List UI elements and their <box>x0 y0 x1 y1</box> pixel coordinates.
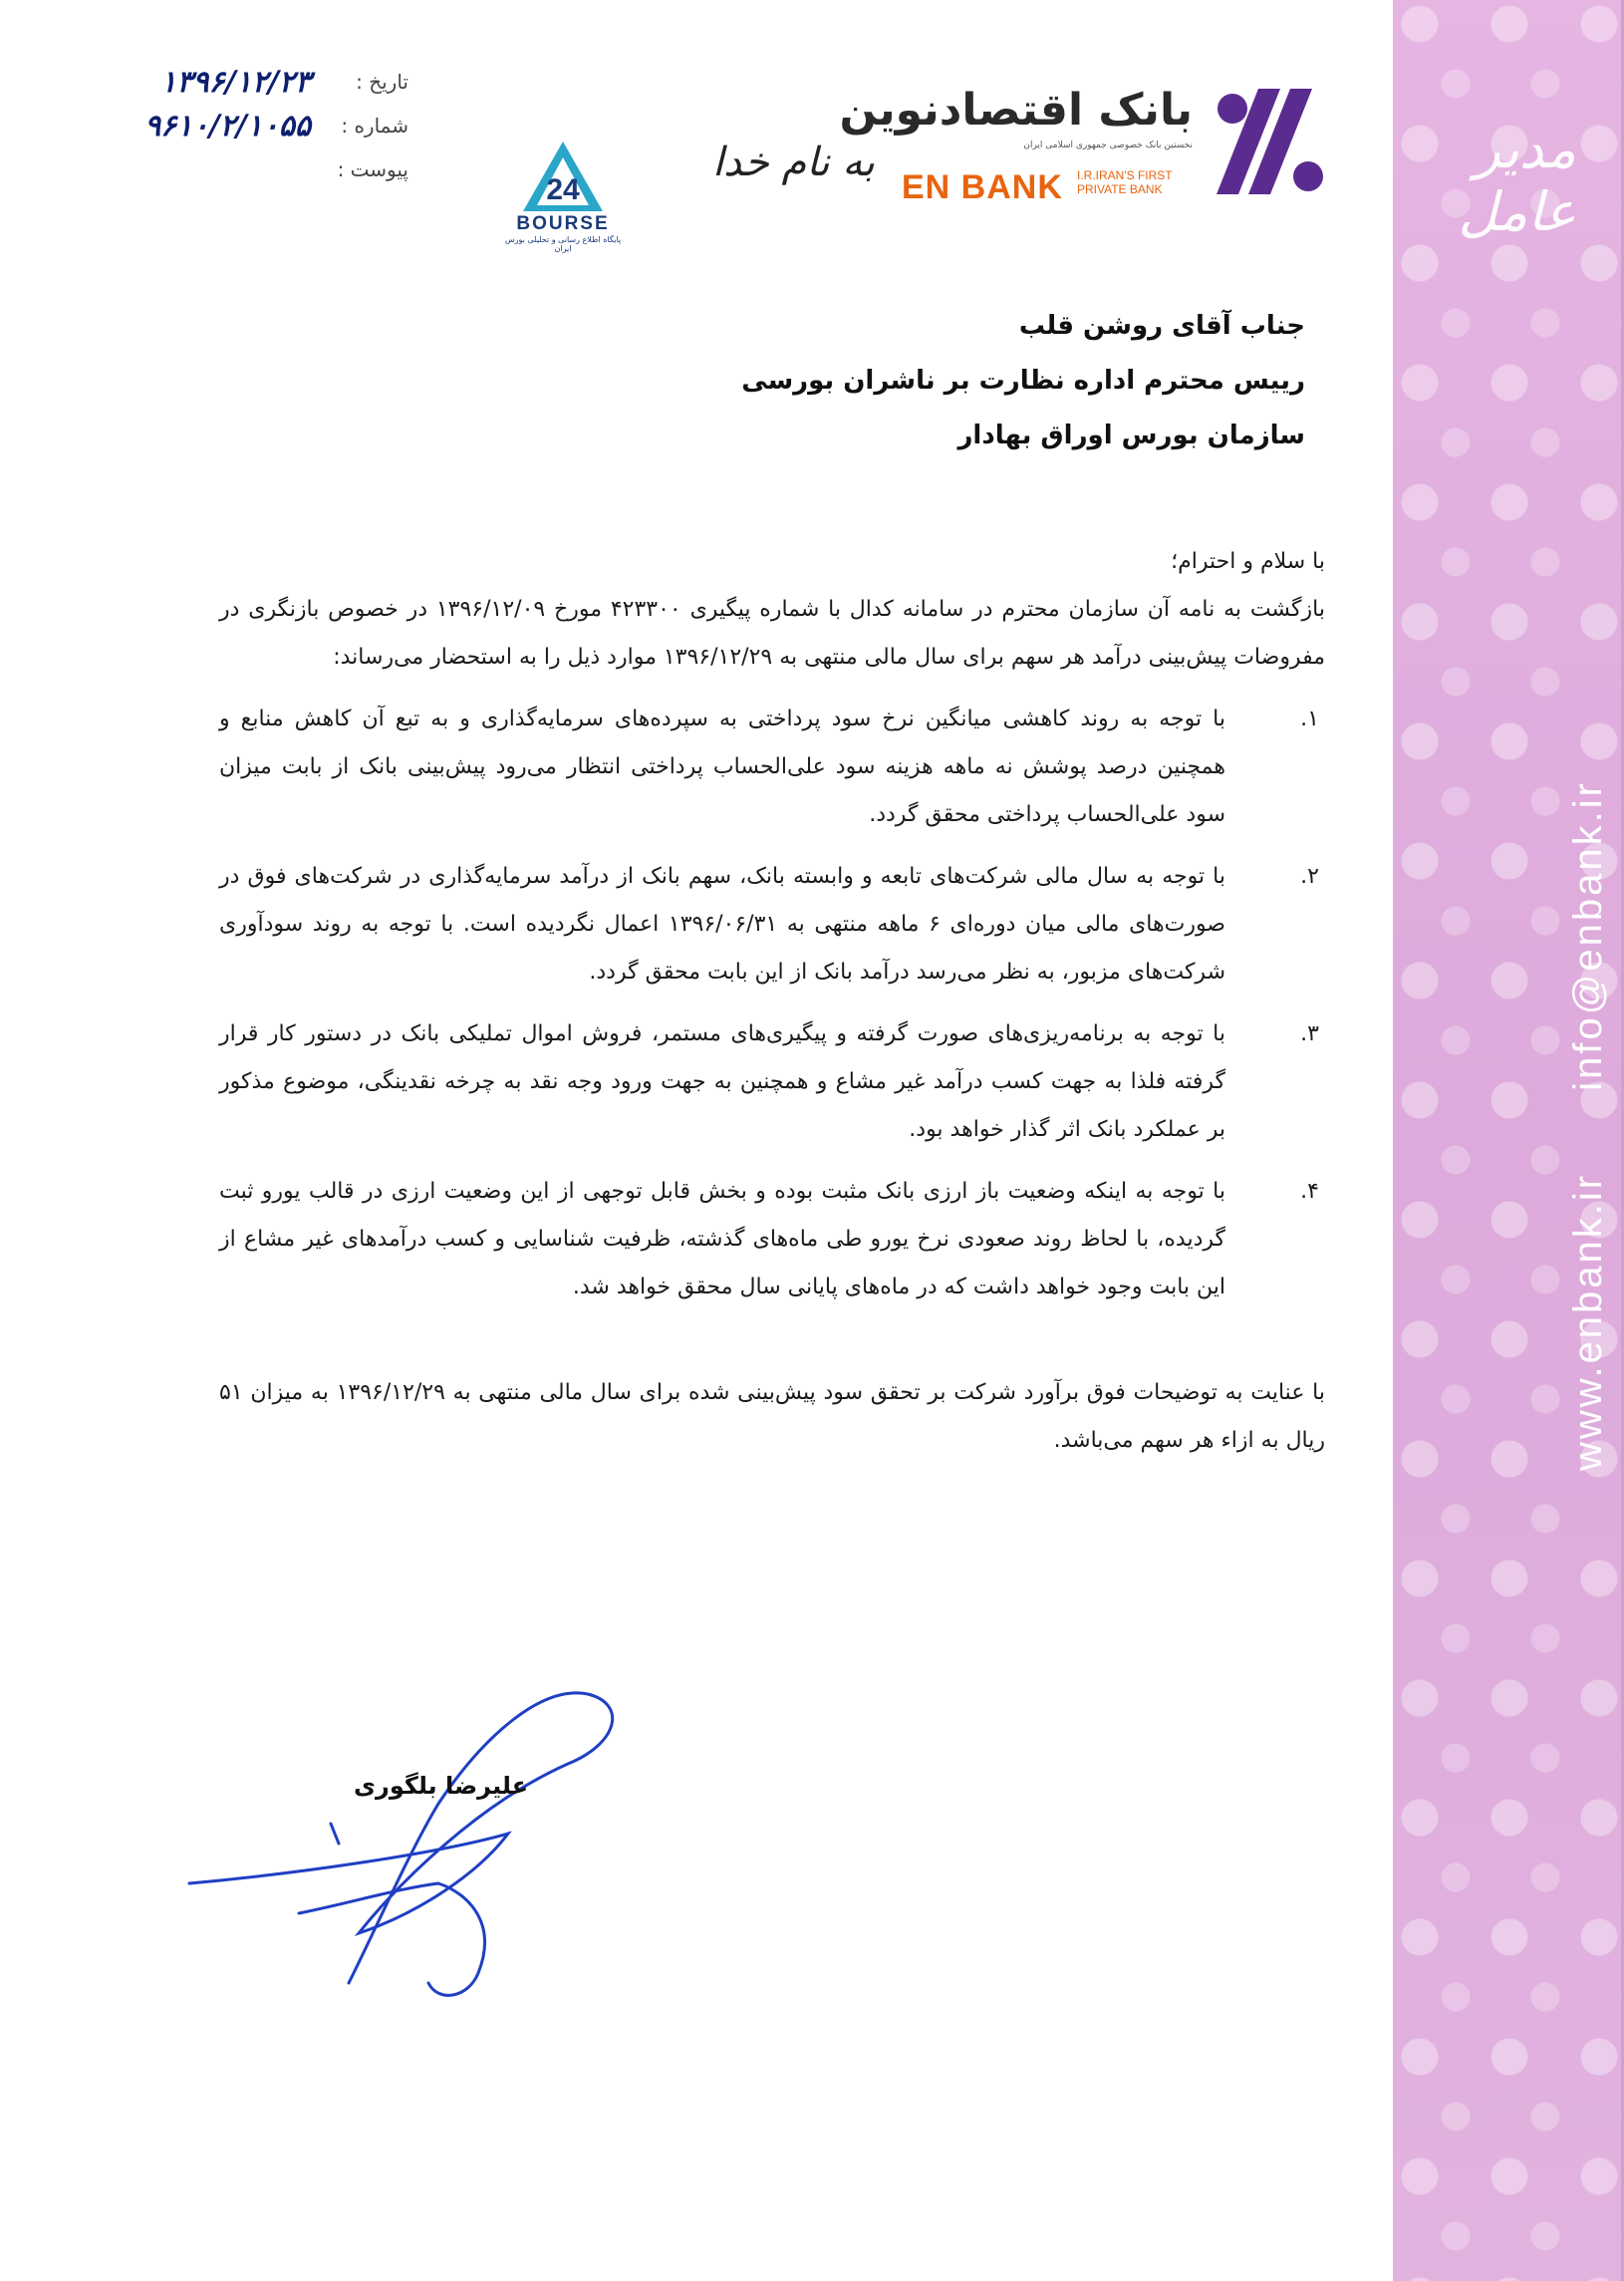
intro-paragraph: بازگشت به نامه آن سازمان محترم در سامانه کدال با شماره پیگیری ۴۲۳۳۰۰ مورخ ۱۳۹۶/۱۲/۰۹ در خصوص بازنگری در مفروضات پیش‌بینی درآمد هر سهم برای سال مالی منتهی به ۱۳۹۶/۱۲/۲۹ موارد ذیل را به استحضار می‌رساند: <box>219 597 1325 670</box>
addressee-title: رییس محترم اداره نظارت بر ناشران بورسی <box>741 366 1305 396</box>
letter-body <box>219 538 1325 1465</box>
signer-name: علیرضا بلگوری <box>354 1772 529 1800</box>
side-contact-text <box>1566 747 1611 1505</box>
number-row <box>100 104 408 147</box>
bourse-triangle-icon <box>521 140 605 213</box>
list-item <box>219 853 1325 997</box>
attachment-label: پیوست : <box>337 157 408 181</box>
bank-tagline-en <box>1077 168 1173 196</box>
salutation: با سلام و احترام؛ <box>1171 549 1325 574</box>
numbered-list <box>219 696 1325 1311</box>
side-website: www.enbank.ir <box>1566 1172 1610 1471</box>
addressee-name: جناب آقای روشن قلب <box>1018 311 1305 341</box>
date-label: تاریخ : <box>356 70 408 94</box>
list-item-text: با توجه به اینکه وضعیت باز ارزی بانک مثبت بوده و بخش قابل توجهی از این وضعیت ارزی در قالب یورو ثبت گردیده، با لحاظ روند صعودی نرخ یورو طی ماه‌های گذشته، ظرفیت شناسایی و کسب درآمدهای غیر مشاع از این بابت وجود خواهد داشت که در ماه‌های پایانی سال محقق خواهد شد. <box>219 1179 1225 1299</box>
list-item <box>219 696 1325 839</box>
closing-paragraph: با عنایت به توضیحات فوق برآورد شرکت بر تحقق سود پیش‌بینی شده برای سال مالی منتهی به ۱۳۹۶/۱۲/۲۹ به میزان ۵۱ ریال به ازاء هر سهم می‌باشد. <box>219 1380 1325 1453</box>
addressee-organization: سازمان بورس اوراق بهادار <box>957 421 1305 450</box>
date-row <box>100 60 408 104</box>
bank-name-fa: بانک اقتصادنوین <box>839 85 1193 136</box>
list-item-text: با توجه به برنامه‌ریزی‌های صورت گرفته و پیگیری‌های مستمر، فروش اموال تملیکی بانک در دستور کار قرار گرفته فلذا به جهت کسب درآمد غیر مشاع و همچنین به جهت ورود وجه نقد به چرخه نقدینگی، موضوع مذکور بر عملکرد بانک اثر گذار خواهد بود. <box>219 1021 1225 1142</box>
list-item <box>219 1010 1325 1154</box>
attachment-row <box>100 147 408 191</box>
date-value: ۱۳۹۶/۱۲/۲۳ <box>160 64 311 100</box>
side-title: مدیر عامل <box>1458 118 1576 243</box>
enbank-logo <box>839 85 1330 209</box>
list-item-number: ۳. <box>1300 1021 1319 1046</box>
addressee-block <box>408 299 1305 463</box>
svg-text:24: 24 <box>546 173 580 206</box>
list-item-number: ۴. <box>1300 1179 1319 1204</box>
number-value: ۹۶۱۰/۲/۱۰۵۵ <box>144 108 311 143</box>
side-email: info@enbank.ir <box>1566 780 1610 1091</box>
bank-subtitle-fa: نخستین بانک خصوصی جمهوری اسلامی ایران <box>1023 141 1193 150</box>
bank-name-en: EN BANK <box>902 168 1063 206</box>
list-item-number: ۲. <box>1300 864 1319 889</box>
letter-meta <box>100 60 408 191</box>
bank-tagline-line-1: I.R.IRAN'S FIRST <box>1077 168 1173 182</box>
number-label: شماره : <box>341 114 408 138</box>
enbank-mark-icon <box>1211 85 1330 199</box>
bank-tagline-line-2: PRIVATE BANK <box>1077 182 1163 196</box>
list-item-text: با توجه به سال مالی شرکت‌های تابعه و وابسته بانک، سهم بانک از درآمد سرمایه‌گذاری در شرکت‌های فوق در صورت‌های مالی میان دوره‌ای ۶ ماهه منتهی به ۱۳۹۶/۰۶/۳۱ اعمال نگردیده است. با توجه به روند سودآوری شرکت‌های مزبور، به نظر می‌رسد درآمد بانک از این بابت محقق گردد. <box>219 864 1225 985</box>
list-item <box>219 1168 1325 1311</box>
list-item-number: ۱. <box>1300 707 1319 731</box>
list-item-text: با توجه به روند کاهشی میانگین نرخ سود پرداختی به سپرده‌های سرمایه‌گذاری و به تبع آن کاهش منابع و همچنین درصد پوشش نه ماهه هزینه سود علی‌الحساب پرداختی انتظار می‌رود پیش‌بینی بانک از بابت میزان سود علی‌الحساب پرداختی محقق گردد. <box>219 707 1225 827</box>
basmala: به نام خدا <box>712 140 875 185</box>
bourse-logo-word: BOURSE <box>516 213 610 234</box>
bourse-logo-tag: پایگاه اطلاع رسانی و تحلیلی بورس ایران <box>504 235 622 253</box>
bourse-logo <box>498 140 628 253</box>
side-decorative-strip <box>1387 0 1624 2281</box>
handwritten-signature <box>179 1684 648 2023</box>
